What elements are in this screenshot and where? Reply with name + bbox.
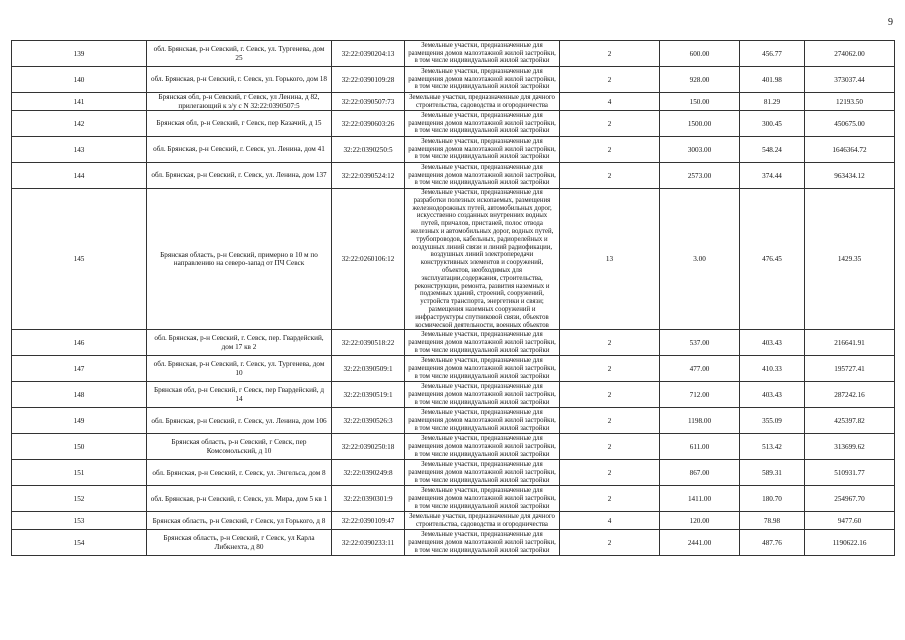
area-cell: 1500.00 (660, 111, 740, 137)
cadastral-value-cell: 287242.16 (805, 382, 895, 408)
address-cell: Брянская обл, р-н Севский, г Севск, пер Казачий, д 15 (147, 111, 332, 137)
group-cell: 2 (560, 382, 660, 408)
specific-value-cell: 513.42 (740, 434, 805, 460)
group-cell: 2 (560, 330, 660, 356)
row-index: 141 (12, 93, 147, 111)
group-cell: 2 (560, 163, 660, 189)
land-use-cell: Земельные участки, предназначенные для размещения домов малоэтажной жилой застройки, в том числе индивидуальной жилой застройки (405, 434, 560, 460)
cadastral-value-cell: 1646364.72 (805, 137, 895, 163)
group-cell: 2 (560, 408, 660, 434)
table-row (12, 41, 895, 67)
area-cell: 150.00 (660, 93, 740, 111)
table-row (12, 530, 895, 556)
group-cell: 2 (560, 137, 660, 163)
address-cell: обл. Брянская, р-н Севский, г. Севск, ул. Тургенева, дом 10 (147, 356, 332, 382)
cadastral-value-cell: 9477.60 (805, 512, 895, 530)
cadastral-number-cell: 32:22:0390603:26 (332, 111, 405, 137)
area-cell: 3.00 (660, 189, 740, 330)
address-cell: обл. Брянская, р-н Севский, г. Севск, ул. Энгельса, дом 8 (147, 460, 332, 486)
specific-value-cell: 355.09 (740, 408, 805, 434)
table-row (12, 111, 895, 137)
row-index: 145 (12, 189, 147, 330)
table-row (12, 330, 895, 356)
address-cell: обл. Брянская, р-н Севский, г. Севск, ул. Ленина, дом 137 (147, 163, 332, 189)
cadastral-number-cell: 32:22:0390249:8 (332, 460, 405, 486)
specific-value-cell: 487.76 (740, 530, 805, 556)
cadastral-value-cell: 1429.35 (805, 189, 895, 330)
land-use-cell: Земельные участки, предназначенные для дачного строительства, садоводства и огородничества (405, 512, 560, 530)
land-use-cell: Земельные участки, предназначенные для размещения домов малоэтажной жилой застройки, в том числе индивидуальной жилой застройки (405, 41, 560, 67)
group-cell: 13 (560, 189, 660, 330)
land-use-cell: Земельные участки, предназначенные для размещения домов малоэтажной жилой застройки, в том числе индивидуальной жилой застройки (405, 356, 560, 382)
specific-value-cell: 374.44 (740, 163, 805, 189)
table-row (12, 382, 895, 408)
row-index: 147 (12, 356, 147, 382)
address-cell: Брянская область, р-н Севский, примерно в 10 м по направлению на северо-запад от ПЧ Севск (147, 189, 332, 330)
land-use-cell: Земельные участки, предназначенные для размещения домов малоэтажной жилой застройки, в том числе индивидуальной жилой застройки (405, 408, 560, 434)
land-use-cell: Земельные участки, предназначенные для размещения домов малоэтажной жилой застройки, в том числе индивидуальной жилой застройки (405, 111, 560, 137)
specific-value-cell: 476.45 (740, 189, 805, 330)
row-index: 151 (12, 460, 147, 486)
cadastral-number-cell: 32:22:0390524:12 (332, 163, 405, 189)
land-use-cell: Земельные участки, предназначенные для размещения домов малоэтажной жилой застройки, в том числе индивидуальной жилой застройки (405, 330, 560, 356)
address-cell: Брянская обл, р-н Севский, г Севск, ул Ленина, д 82, прилегающий к з/у с N 32:22:0390507:5 (147, 93, 332, 111)
specific-value-cell: 81.29 (740, 93, 805, 111)
specific-value-cell: 180.70 (740, 486, 805, 512)
cadastral-number-cell: 32:22:0390526:3 (332, 408, 405, 434)
area-cell: 712.00 (660, 382, 740, 408)
row-index: 154 (12, 530, 147, 556)
area-cell: 611.00 (660, 434, 740, 460)
group-cell: 2 (560, 530, 660, 556)
cadastral-number-cell: 32:22:0390519:1 (332, 382, 405, 408)
cadastral-number-cell: 32:22:0390301:9 (332, 486, 405, 512)
cadastral-value-cell: 450675.00 (805, 111, 895, 137)
row-index: 150 (12, 434, 147, 460)
cadastral-value-cell: 274062.00 (805, 41, 895, 67)
cadastral-number-cell: 32:22:0390509:1 (332, 356, 405, 382)
area-cell: 3003.00 (660, 137, 740, 163)
address-cell: обл. Брянская, р-н Севский, г. Севск, ул. Тургенева, дом 25 (147, 41, 332, 67)
area-cell: 1198.00 (660, 408, 740, 434)
cadastral-value-cell: 425397.82 (805, 408, 895, 434)
table-body (12, 41, 895, 556)
area-cell: 2441.00 (660, 530, 740, 556)
specific-value-cell: 300.45 (740, 111, 805, 137)
row-index: 140 (12, 67, 147, 93)
area-cell: 2573.00 (660, 163, 740, 189)
row-index: 143 (12, 137, 147, 163)
specific-value-cell: 403.43 (740, 330, 805, 356)
specific-value-cell: 410.33 (740, 356, 805, 382)
address-cell: Брянская область, р-н Севский, г Севск, пер Комсомольский, д 10 (147, 434, 332, 460)
address-cell: обл. Брянская, р-н Севский, г. Севск, ул. Ленина, дом 106 (147, 408, 332, 434)
land-use-cell: Земельные участки, предназначенные для размещения домов малоэтажной жилой застройки, в том числе индивидуальной жилой застройки (405, 382, 560, 408)
land-use-cell: Земельные участки, предназначенные для размещения домов малоэтажной жилой застройки, в том числе индивидуальной жилой застройки (405, 530, 560, 556)
land-use-cell: Земельные участки, предназначенные для размещения домов малоэтажной жилой застройки, в том числе индивидуальной жилой застройки (405, 486, 560, 512)
area-cell: 477.00 (660, 356, 740, 382)
land-use-cell: Земельные участки, предназначенные для размещения домов малоэтажной жилой застройки, в том числе индивидуальной жилой застройки (405, 67, 560, 93)
address-cell: Брянская область, р-н Севский, г Севск, ул Карла Либкнехта, д 80 (147, 530, 332, 556)
row-index: 144 (12, 163, 147, 189)
table-row (12, 356, 895, 382)
row-index: 139 (12, 41, 147, 67)
row-index: 148 (12, 382, 147, 408)
cadastral-value-cell: 12193.50 (805, 93, 895, 111)
address-cell: Брянская область, р-н Севский, г Севск, ул Горького, д 8 (147, 512, 332, 530)
table-row (12, 408, 895, 434)
cadastral-number-cell: 32:22:0390507:73 (332, 93, 405, 111)
row-index: 153 (12, 512, 147, 530)
cadastral-value-cell: 216641.91 (805, 330, 895, 356)
row-index: 149 (12, 408, 147, 434)
cadastral-value-cell: 373037.44 (805, 67, 895, 93)
address-cell: обл. Брянская, р-н Севский, г. Севск, ул. Мира, дом 5 кв 1 (147, 486, 332, 512)
area-cell: 1411.00 (660, 486, 740, 512)
land-use-cell: Земельные участки, предназначенные для разработки полезных ископаемых, размещения железнодорожных путей, автомобильных дорог, искусственно созданных внутренних водных путей, причалов, пристаней, полос отвода железных и автомобильных дорог, водных путей, трубопроводов, кабельных, радиорелейных и воздушных линий связи и линий радиофикации, воздушных линий электропередачи конструктивных элементов и сооружений, объектов, необходимых для эксплуатации,содержания, строительства, реконструкции, ремонта, развития наземных и подземных зданий, строений, сооружений, устройств транспорта, энергетики и связи; размещения наземных сооружений и инфраструктуры спутниковой связи, объектов космической деятельности, военных объектов (405, 189, 560, 330)
group-cell: 4 (560, 93, 660, 111)
group-cell: 2 (560, 356, 660, 382)
group-cell: 4 (560, 512, 660, 530)
area-cell: 928.00 (660, 67, 740, 93)
table-row (12, 137, 895, 163)
cadastral-number-cell: 32:22:0260106:12 (332, 189, 405, 330)
table-row (12, 460, 895, 486)
cadastral-number-cell: 32:22:0390109:47 (332, 512, 405, 530)
area-cell: 120.00 (660, 512, 740, 530)
table-row (12, 67, 895, 93)
area-cell: 867.00 (660, 460, 740, 486)
group-cell: 2 (560, 486, 660, 512)
row-index: 152 (12, 486, 147, 512)
cadastral-number-cell: 32:22:0390250:18 (332, 434, 405, 460)
group-cell: 2 (560, 41, 660, 67)
row-index: 146 (12, 330, 147, 356)
cadastral-value-cell: 963434.12 (805, 163, 895, 189)
land-use-cell: Земельные участки, предназначенные для дачного строительства, садоводства и огородничества (405, 93, 560, 111)
land-use-cell: Земельные участки, предназначенные для размещения домов малоэтажной жилой застройки, в том числе индивидуальной жилой застройки (405, 163, 560, 189)
cadastral-number-cell: 32:22:0390109:28 (332, 67, 405, 93)
specific-value-cell: 548.24 (740, 137, 805, 163)
table-row (12, 189, 895, 330)
cadastral-number-cell: 32:22:0390250:5 (332, 137, 405, 163)
specific-value-cell: 401.98 (740, 67, 805, 93)
address-cell: обл. Брянская, р-н Севский, г. Севск, пер. Гвардейский, дом 17 кв 2 (147, 330, 332, 356)
area-cell: 600.00 (660, 41, 740, 67)
cadastral-value-cell: 510931.77 (805, 460, 895, 486)
cadastral-number-cell: 32:22:0390204:13 (332, 41, 405, 67)
group-cell: 2 (560, 434, 660, 460)
specific-value-cell: 78.98 (740, 512, 805, 530)
group-cell: 2 (560, 111, 660, 137)
table-row (12, 93, 895, 111)
specific-value-cell: 456.77 (740, 41, 805, 67)
cadastral-value-cell: 195727.41 (805, 356, 895, 382)
group-cell: 2 (560, 67, 660, 93)
table-row (12, 486, 895, 512)
cadastral-number-cell: 32:22:0390518:22 (332, 330, 405, 356)
specific-value-cell: 403.43 (740, 382, 805, 408)
table-row (12, 512, 895, 530)
specific-value-cell: 589.31 (740, 460, 805, 486)
land-use-cell: Земельные участки, предназначенные для размещения домов малоэтажной жилой застройки, в том числе индивидуальной жилой застройки (405, 137, 560, 163)
address-cell: Брянская обл, р-н Севский, г Севск, пер Гвардейский, д 14 (147, 382, 332, 408)
table-row (12, 163, 895, 189)
cadastral-value-cell: 313699.62 (805, 434, 895, 460)
group-cell: 2 (560, 460, 660, 486)
land-use-cell: Земельные участки, предназначенные для размещения домов малоэтажной жилой застройки, в том числе индивидуальной жилой застройки (405, 460, 560, 486)
land-plots-table (11, 40, 895, 556)
table-row (12, 434, 895, 460)
cadastral-number-cell: 32:22:0390233:11 (332, 530, 405, 556)
cadastral-value-cell: 1190622.16 (805, 530, 895, 556)
page-number: 9 (888, 17, 893, 28)
cadastral-value-cell: 254967.70 (805, 486, 895, 512)
address-cell: обл. Брянская, р-н Севский, г. Севск, ул. Ленина, дом 41 (147, 137, 332, 163)
row-index: 142 (12, 111, 147, 137)
address-cell: обл. Брянская, р-н Севский, г. Севск, ул. Горького, дом 18 (147, 67, 332, 93)
area-cell: 537.00 (660, 330, 740, 356)
